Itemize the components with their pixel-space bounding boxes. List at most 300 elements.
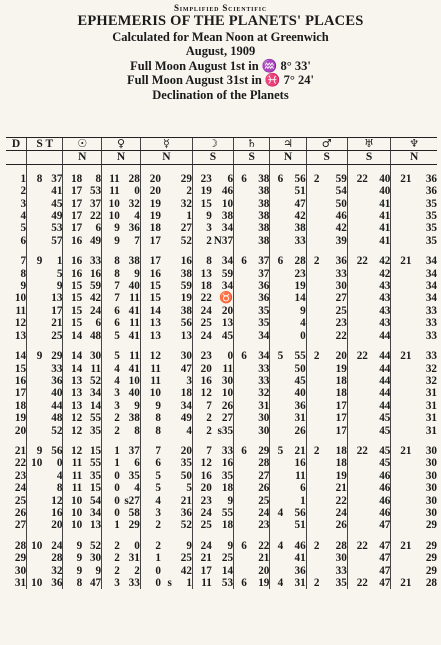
- value-cell: 33: [294, 234, 306, 247]
- value-cell: [391, 552, 412, 564]
- value-cell: 11: [295, 469, 306, 482]
- value-cell: 15: [192, 198, 211, 210]
- value-cell: 49: [89, 234, 102, 247]
- value-cell: 2: [102, 425, 120, 437]
- value-cell: 12: [63, 425, 82, 437]
- value-cell: [234, 280, 247, 292]
- value-cell: 59: [180, 280, 192, 293]
- value-cell: 52: [89, 539, 102, 552]
- value-cell: [347, 198, 368, 210]
- value-cell: 30: [425, 506, 437, 519]
- value-cell: [161, 507, 172, 519]
- value-cell: 18: [221, 519, 234, 532]
- uranus-direction: S: [347, 151, 391, 164]
- value-cell: 3: [140, 507, 161, 519]
- value-cell: 23: [192, 342, 211, 362]
- table-row: [6, 235, 437, 247]
- value-cell: [161, 552, 172, 564]
- value-cell: 35: [258, 304, 270, 317]
- value-cell: 2: [102, 532, 120, 552]
- value-cell: [27, 185, 43, 197]
- value-cell: 46: [379, 506, 391, 519]
- value-cell: 25: [335, 304, 347, 317]
- value-cell: 25: [192, 519, 211, 531]
- value-cell: [391, 565, 412, 577]
- table-row: [6, 330, 437, 342]
- value-cell: 52: [89, 374, 102, 387]
- value-cell: 53: [221, 577, 234, 589]
- value-cell: 24: [335, 506, 347, 519]
- value-cell: 2: [306, 164, 319, 185]
- value-cell: 2: [306, 532, 319, 552]
- value-cell: 36: [425, 185, 437, 198]
- value-cell: 12: [51, 494, 63, 507]
- value-cell: 30: [258, 424, 270, 437]
- value-cell: 50: [335, 197, 347, 210]
- value-cell: 9: [27, 437, 43, 457]
- value-cell: 0: [140, 577, 161, 589]
- value-cell: [347, 222, 368, 234]
- value-cell: 4: [300, 317, 306, 330]
- table-row: [6, 507, 437, 519]
- value-cell: 42: [180, 564, 192, 577]
- value-cell: [27, 519, 43, 531]
- value-cell: 1: [102, 437, 120, 457]
- day-cell: 20: [14, 424, 27, 437]
- table-row: [6, 342, 437, 362]
- value-cell: 3: [102, 400, 120, 412]
- value-cell: 9: [227, 494, 234, 507]
- table-row: [6, 305, 437, 317]
- value-cell: 44: [379, 374, 391, 387]
- value-cell: [27, 507, 43, 519]
- value-cell: 15: [89, 482, 102, 495]
- value-cell: 33: [425, 350, 437, 363]
- value-cell: [347, 457, 368, 469]
- day-cell: 3: [20, 197, 27, 210]
- value-cell: 29: [425, 552, 437, 565]
- value-cell: 12: [63, 437, 82, 457]
- value-cell: 8: [102, 247, 120, 267]
- day-cell: 31: [14, 577, 27, 589]
- value-cell: 11: [129, 317, 140, 330]
- value-cell: 19: [294, 280, 306, 293]
- value-cell: [347, 317, 368, 329]
- value-cell: 47: [294, 197, 306, 210]
- value-cell: 9: [63, 532, 82, 552]
- value-cell: 41: [51, 185, 63, 198]
- value-cell: [161, 519, 172, 531]
- value-cell: [270, 222, 283, 234]
- value-cell: 26: [335, 519, 347, 532]
- value-cell: [27, 470, 43, 482]
- value-cell: [306, 363, 319, 375]
- value-cell: [391, 280, 412, 292]
- value-cell: 2: [306, 437, 319, 457]
- value-cell: 32: [425, 362, 437, 375]
- value-cell: [234, 292, 247, 304]
- value-cell: 38: [258, 185, 270, 198]
- value-cell: 11: [129, 350, 140, 363]
- value-cell: 17: [335, 399, 347, 412]
- value-cell: 5: [56, 267, 63, 280]
- value-cell: 8: [140, 425, 161, 437]
- value-cell: [391, 507, 412, 519]
- value-cell: 0: [102, 495, 120, 507]
- value-cell: 9: [102, 222, 120, 234]
- value-cell: 16: [221, 457, 234, 470]
- value-cell: [270, 280, 283, 292]
- value-cell: 16: [192, 375, 211, 387]
- value-cell: 9: [192, 210, 211, 222]
- value-cell: [234, 400, 247, 412]
- value-cell: 35: [89, 424, 102, 437]
- day-cell: 16: [14, 374, 27, 387]
- value-cell: 10: [27, 457, 43, 469]
- value-cell: 28: [258, 457, 270, 470]
- value-cell: 28: [128, 172, 140, 185]
- value-cell: [161, 457, 172, 469]
- value-cell: 11: [63, 470, 82, 482]
- value-cell: 21: [391, 577, 412, 589]
- value-cell: 43: [379, 304, 391, 317]
- day-cell: 7: [20, 255, 27, 268]
- value-cell: 18: [63, 164, 82, 185]
- value-cell: 59: [221, 267, 234, 280]
- value-cell: [270, 185, 283, 197]
- value-cell: 7: [134, 234, 140, 247]
- value-cell: 14: [63, 363, 82, 375]
- table-row: [6, 425, 437, 437]
- value-cell: [347, 292, 368, 304]
- value-cell: 8: [192, 247, 211, 267]
- value-cell: 38: [221, 210, 234, 223]
- value-cell: 1: [102, 519, 120, 531]
- value-cell: 28: [51, 552, 63, 565]
- table-row: [6, 552, 437, 564]
- value-cell: 37: [89, 197, 102, 210]
- value-cell: 29: [180, 172, 192, 185]
- value-cell: [161, 222, 172, 234]
- value-cell: 6: [234, 164, 247, 185]
- value-cell: [347, 268, 368, 280]
- value-cell: 0: [300, 329, 306, 342]
- value-cell: 35: [425, 234, 437, 247]
- value-cell: [306, 280, 319, 292]
- value-cell: 1: [186, 210, 192, 223]
- value-cell: s: [167, 577, 172, 589]
- week-group: [6, 164, 437, 247]
- value-cell: 5: [140, 470, 161, 482]
- value-cell: 36: [51, 577, 63, 589]
- value-cell: 18: [335, 387, 347, 400]
- value-cell: 24: [258, 506, 270, 519]
- value-cell: 19: [258, 577, 270, 589]
- value-cell: [306, 305, 319, 317]
- value-cell: 38: [258, 222, 270, 235]
- value-cell: 36: [258, 292, 270, 305]
- value-cell: 28: [425, 577, 437, 589]
- value-cell: 19: [140, 198, 161, 210]
- value-cell: [27, 235, 43, 247]
- value-cell: 46: [221, 185, 234, 198]
- value-cell: 46: [335, 210, 347, 223]
- value-cell: [306, 235, 319, 247]
- value-cell: 17: [51, 304, 63, 317]
- value-cell: [391, 387, 412, 399]
- value-cell: 33: [335, 564, 347, 577]
- mars-direction: S: [306, 151, 347, 164]
- table-row: [6, 185, 437, 197]
- value-cell: 14: [63, 342, 82, 362]
- value-cell: 44: [379, 387, 391, 400]
- value-cell: [391, 425, 412, 437]
- value-cell: 13: [89, 519, 102, 532]
- value-cell: [270, 470, 283, 482]
- value-cell: [161, 532, 172, 552]
- value-cell: 35: [89, 469, 102, 482]
- value-cell: 4: [270, 507, 283, 519]
- value-cell: [234, 330, 247, 342]
- value-cell: [306, 495, 319, 507]
- value-cell: [391, 317, 412, 329]
- value-cell: 56: [294, 172, 306, 185]
- value-cell: 22: [192, 292, 211, 304]
- value-cell: 44: [379, 362, 391, 375]
- table-row: [6, 482, 437, 494]
- value-cell: 8: [63, 577, 82, 589]
- table-row: [6, 210, 437, 222]
- value-cell: 13: [51, 292, 63, 305]
- value-cell: 37: [258, 255, 270, 268]
- value-cell: [306, 210, 319, 222]
- value-cell: 5: [270, 342, 283, 362]
- value-cell: 37: [51, 172, 63, 185]
- value-cell: 14: [140, 305, 161, 317]
- value-cell: 5: [186, 482, 192, 495]
- value-cell: 34: [221, 280, 234, 293]
- full-moon-last: Full Moon August 31st in ♓ 7° 24': [127, 73, 314, 88]
- value-cell: 1: [140, 552, 161, 564]
- value-cell: 35: [425, 222, 437, 235]
- value-cell: 11: [129, 292, 140, 305]
- value-cell: 23: [192, 164, 211, 185]
- value-cell: [391, 400, 412, 412]
- value-cell: 13: [221, 317, 234, 330]
- value-cell: 13: [63, 375, 82, 387]
- value-cell: [347, 482, 368, 494]
- value-cell: 34: [221, 255, 234, 268]
- value-cell: 6: [95, 222, 102, 235]
- value-cell: 0: [102, 507, 120, 519]
- value-cell: 33: [425, 317, 437, 330]
- value-cell: 1: [102, 457, 120, 469]
- value-cell: [234, 305, 247, 317]
- value-cell: 41: [128, 304, 140, 317]
- value-cell: [161, 235, 172, 247]
- day-cell: 13: [14, 329, 27, 342]
- value-cell: 52: [180, 234, 192, 247]
- value-cell: 35: [425, 210, 437, 223]
- value-cell: [161, 470, 172, 482]
- value-cell: 16: [294, 457, 306, 470]
- value-cell: 24: [192, 507, 211, 519]
- day-cell: 24: [14, 482, 27, 495]
- value-cell: 17: [63, 198, 82, 210]
- value-cell: [306, 412, 319, 424]
- value-cell: 0: [134, 185, 140, 198]
- value-cell: 33: [258, 362, 270, 375]
- value-cell: 0: [140, 565, 161, 577]
- value-cell: [27, 210, 43, 222]
- value-cell: [347, 210, 368, 222]
- value-cell: 0: [56, 457, 63, 470]
- value-cell: 36: [294, 399, 306, 412]
- value-cell: 2: [192, 412, 211, 424]
- value-cell: [234, 507, 247, 519]
- value-cell: 28: [294, 255, 306, 268]
- value-cell: [391, 482, 412, 494]
- value-cell: 25: [180, 552, 192, 565]
- value-cell: 6: [102, 305, 120, 317]
- value-cell: [391, 330, 412, 342]
- value-cell: 18: [192, 280, 211, 292]
- value-cell: [347, 363, 368, 375]
- value-cell: 1: [56, 255, 63, 268]
- value-cell: 13: [192, 268, 211, 280]
- value-cell: N37: [213, 234, 234, 247]
- value-cell: [27, 330, 43, 342]
- value-cell: 3: [186, 374, 192, 387]
- value-cell: 19: [192, 185, 211, 197]
- value-cell: 38: [180, 304, 192, 317]
- value-cell: 3: [192, 222, 211, 234]
- jupiter-direction: N: [270, 151, 306, 164]
- value-cell: 35: [258, 317, 270, 330]
- value-cell: [306, 185, 319, 197]
- value-cell: [161, 565, 172, 577]
- col-sidereal-time: S T: [27, 138, 63, 151]
- value-cell: 0: [227, 350, 234, 363]
- mercury-symbol-icon: ☿: [140, 138, 192, 151]
- value-cell: 41: [379, 222, 391, 235]
- day-cell: 11: [15, 304, 27, 317]
- value-cell: 22: [89, 210, 102, 223]
- value-cell: [270, 330, 283, 342]
- value-cell: [391, 210, 412, 222]
- value-cell: 6: [234, 342, 247, 362]
- table-row: [6, 457, 437, 469]
- value-cell: 9: [300, 304, 306, 317]
- table-row: [6, 470, 437, 482]
- value-cell: 4: [134, 482, 140, 495]
- value-cell: 38: [180, 267, 192, 280]
- value-cell: 37: [128, 444, 140, 457]
- value-cell: 35: [221, 469, 234, 482]
- value-cell: [347, 235, 368, 247]
- value-cell: 18: [180, 387, 192, 400]
- value-cell: 25: [221, 552, 234, 565]
- value-cell: 16: [51, 506, 63, 519]
- value-cell: 11: [63, 482, 82, 494]
- value-cell: 13: [63, 400, 82, 412]
- value-cell: 30: [335, 280, 347, 293]
- value-cell: [161, 400, 172, 412]
- value-cell: [27, 222, 43, 234]
- value-cell: 2: [192, 235, 211, 247]
- value-cell: 6: [102, 317, 120, 329]
- value-cell: 11: [192, 577, 211, 589]
- value-cell: 29: [425, 564, 437, 577]
- value-cell: 13: [140, 330, 161, 342]
- value-cell: 21: [335, 482, 347, 495]
- value-cell: 5: [102, 342, 120, 362]
- value-cell: 30: [425, 482, 437, 495]
- value-cell: [234, 482, 247, 494]
- value-cell: 18: [335, 374, 347, 387]
- value-cell: 20: [51, 519, 63, 532]
- value-cell: 45: [379, 412, 391, 425]
- value-cell: 2: [186, 185, 192, 198]
- table-row: [6, 375, 437, 387]
- value-cell: [27, 552, 43, 564]
- value-cell: 15: [63, 292, 82, 304]
- value-cell: 45: [294, 374, 306, 387]
- value-cell: [234, 519, 247, 531]
- value-cell: 2: [306, 577, 319, 589]
- value-cell: [306, 507, 319, 519]
- value-cell: [27, 280, 43, 292]
- value-cell: [161, 330, 172, 342]
- value-cell: 35: [335, 577, 347, 589]
- value-cell: 10: [221, 197, 234, 210]
- value-cell: 33: [128, 577, 140, 589]
- value-cell: 12: [192, 457, 211, 469]
- value-cell: 34: [425, 255, 437, 268]
- value-cell: 43: [379, 292, 391, 305]
- value-cell: [306, 457, 319, 469]
- value-cell: [161, 280, 172, 292]
- value-cell: 34: [425, 280, 437, 293]
- value-cell: [27, 425, 43, 437]
- value-cell: 53: [51, 222, 63, 235]
- value-cell: [270, 198, 283, 210]
- value-cell: 38: [128, 412, 140, 425]
- value-cell: 47: [379, 577, 391, 589]
- value-cell: [234, 235, 247, 247]
- value-cell: 12: [140, 342, 161, 362]
- value-cell: [270, 305, 283, 317]
- value-cell: [234, 565, 247, 577]
- value-cell: 2: [306, 247, 319, 267]
- value-cell: 36: [425, 172, 437, 185]
- page-title: EPHEMERIS OF THE PLANETS' PLACES: [77, 13, 364, 30]
- value-cell: 30: [425, 469, 437, 482]
- day-cell: 19: [14, 412, 27, 425]
- value-cell: [270, 552, 283, 564]
- value-cell: 38: [258, 172, 270, 185]
- value-cell: 22: [258, 539, 270, 552]
- value-cell: 22: [347, 437, 368, 457]
- value-cell: [161, 412, 172, 424]
- day-cell: 15: [14, 362, 27, 375]
- value-cell: 12: [192, 387, 211, 399]
- value-cell: 31: [128, 552, 140, 565]
- value-cell: 6: [270, 247, 283, 267]
- value-cell: 35: [128, 469, 140, 482]
- day-cell: 23: [14, 469, 27, 482]
- value-cell: 21: [294, 444, 306, 457]
